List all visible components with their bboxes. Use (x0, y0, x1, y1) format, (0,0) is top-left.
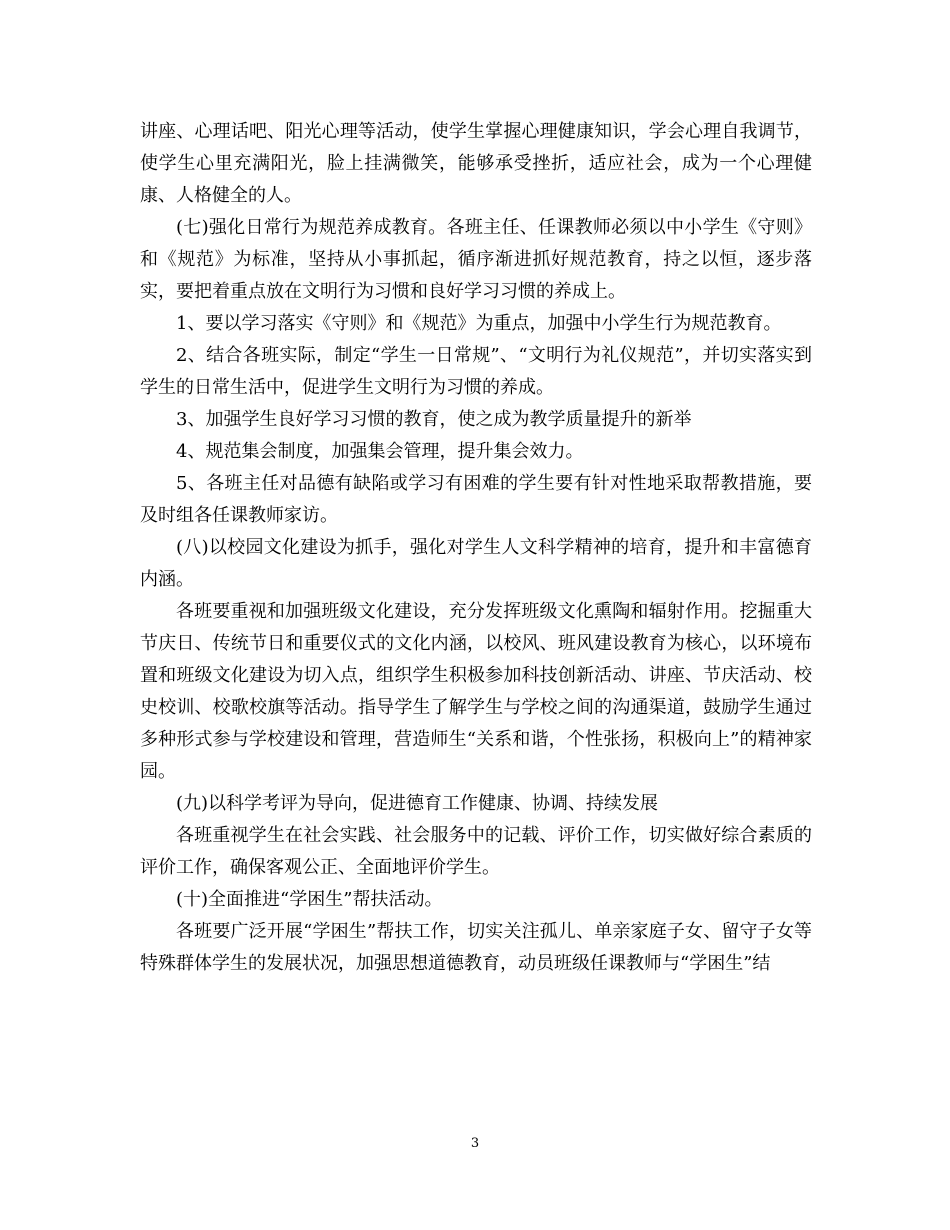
paragraph-item-4: 4、规范集会制度，加强集会管理，提升集会效力。 (176, 441, 584, 462)
paragraph-section-8: (八)以校园文化建设为抓手，强化对学生人文科学精神的培育，提升和丰富德育内涵。 (140, 537, 812, 590)
paragraph-item-2: 2、结合各班实际，制定“学生一日常规”、“文明行为礼仪规范”，并切实落实到学生的日常生活中，促进学生文明行为习惯的养成。 (140, 345, 812, 398)
paragraph-section-7: (七)强化日常行为规范养成教育。各班主任、任课教师必须以中小学生《守则》和《规范》为标准，坚持从小事抓起，循序渐进抓好规范教育，持之以恒，逐步落实，要把着重点放在文明行为习惯和良好学习习惯的养成上。 (140, 217, 812, 302)
paragraph-item-3: 3、加强学生良好学习习惯的教育，使之成为教学质量提升的新举 (176, 409, 692, 430)
paragraph-section-9-body: 各班重视学生在社会实践、社会服务中的记载、评价工作，切实做好综合素质的评价工作，确保客观公正、全面地评价学生。 (140, 825, 812, 878)
document-body (140, 116, 812, 980)
paragraph-continuation: 讲座、心理话吧、阳光心理等活动，使学生掌握心理健康知识，学会心理自我调节，使学生心里充满阳光，脸上挂满微笑，能够承受挫折，适应社会，成为一个心理健康、人格健全的人。 (140, 121, 812, 206)
paragraph-item-5: 5、各班主任对品德有缺陷或学习有困难的学生要有针对性地采取帮教措施，要及时组各任课教师家访。 (140, 473, 812, 526)
page-number: 3 (470, 1136, 480, 1151)
paragraph-section-8-body: 各班要重视和加强班级文化建设，充分发挥班级文化熏陶和辐射作用。挖掘重大节庆日、传统节日和重要仪式的文化内涵，以校风、班风建设教育为核心，以环境布置和班级文化建设为切入点，组织学生积极参加科技创新活动、讲座、节庆活动、校史校训、校歌校旗等活动。指导学生了解学生与学校之间的沟通渠道，鼓励学生通过多种形式参与学校建设和管理，营造师生“关系和谐，个性张扬，积极向上”的精神家园。 (140, 601, 812, 782)
paragraph-section-10: (十)全面推进“学困生”帮扶活动。 (176, 889, 443, 910)
paragraph-section-9: (九)以科学考评为导向，促进德育工作健康、协调、持续发展 (176, 793, 659, 814)
paragraph-item-1: 1、要以学习落实《守则》和《规范》为重点，加强中小学生行为规范教育。 (176, 313, 782, 334)
paragraph-section-10-body: 各班要广泛开展“学困生”帮扶工作，切实关注孤儿、单亲家庭子女、留守子女等特殊群体学生的发展状况，加强思想道德教育，动员班级任课教师与“学困生”结 (140, 921, 812, 974)
